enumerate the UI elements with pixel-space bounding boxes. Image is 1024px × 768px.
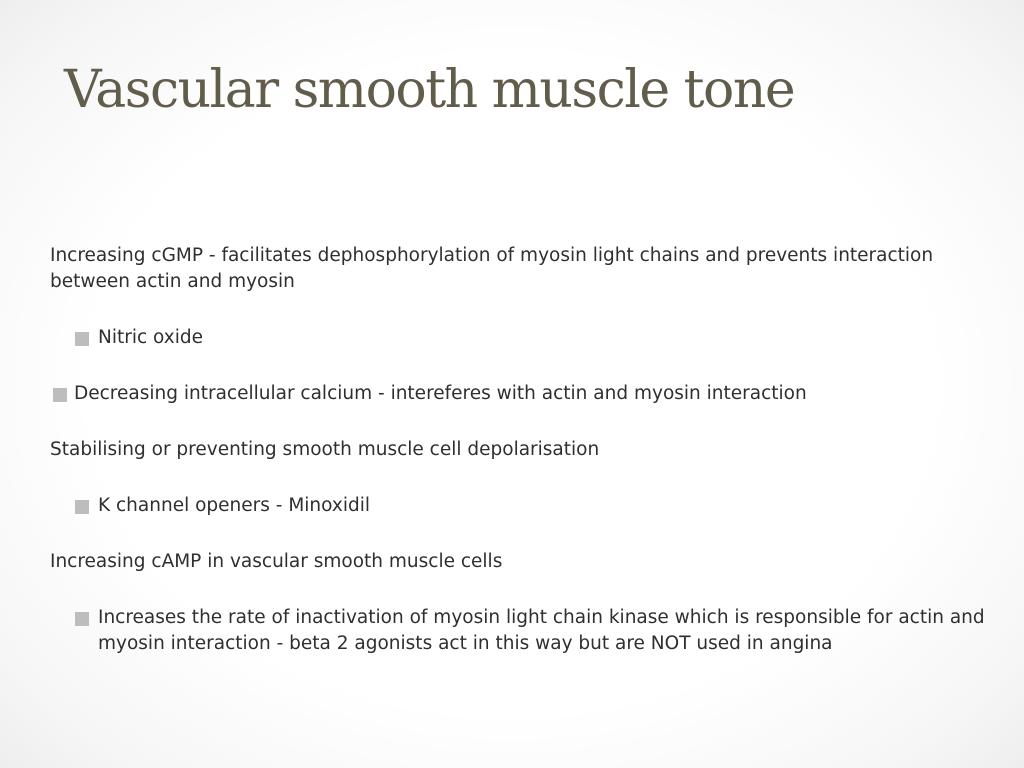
content-item-text: Nitric oxide <box>98 327 203 348</box>
content-item-text: Decreasing intracellular calcium - intereferes with actin and myosin interaction <box>74 383 807 404</box>
content-item-text: Increasing cGMP - facilitates dephosphorylation of myosin light chains and prevents interaction between actin and myosin <box>50 245 934 292</box>
content-item <box>50 437 990 463</box>
content-item-text: Stabilising or preventing smooth muscle cell depolarisation <box>50 439 600 460</box>
square-bullet-icon <box>75 500 89 514</box>
content-item-text: Increasing cAMP in vascular smooth muscle cells <box>50 551 503 572</box>
content-item <box>50 243 990 295</box>
content-item-text: Increases the rate of inactivation of myosin light chain kinase which is responsible for actin and myosin interaction - beta 2 agonists act in this way but are NOT used in angina <box>98 607 985 654</box>
square-bullet-icon <box>53 388 67 402</box>
slide-title: Vascular smooth muscle tone <box>64 60 795 120</box>
content-item <box>50 493 990 519</box>
square-bullet-icon <box>75 612 89 626</box>
square-bullet-icon <box>75 332 89 346</box>
content-item <box>50 325 990 351</box>
slide-content <box>50 243 990 657</box>
content-item <box>50 381 990 407</box>
content-item <box>50 549 990 575</box>
content-item <box>50 605 990 657</box>
content-item-text: K channel openers - Minoxidil <box>98 495 371 516</box>
